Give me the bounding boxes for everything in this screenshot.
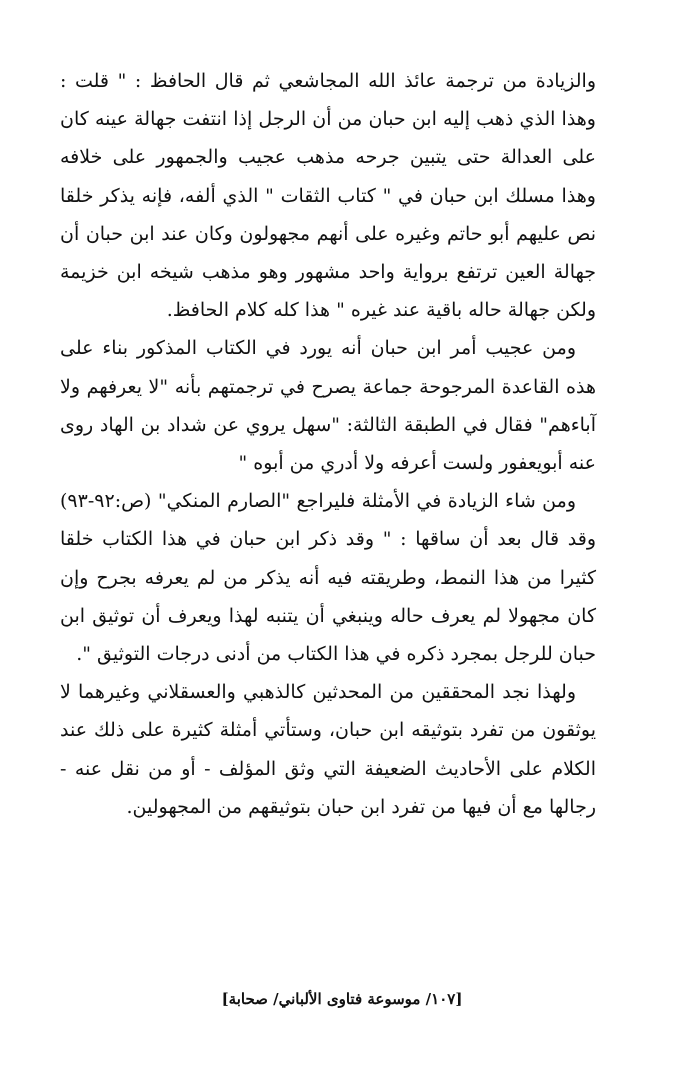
document-body (60, 62, 596, 826)
paragraph-3: ومن شاء الزيادة في الأمثلة فليراجع "الصارم المنكي" (ص:٩٢-٩٣) وقد قال بعد أن ساقها : " وقد ذكر ابن حبان في هذا الكتاب خلقا كثيرا من هذا النمط، وطريقته فيه أنه يذكر من لم يعرفه بجرح وإن كان مجهولا لم يعرف حاله وينبغي أن يتنبه لهذا ويعرف أن توثيق ابن حبان للرجل بمجرد ذكره في هذا الكتاب من أدنى درجات التوثيق ". (60, 490, 596, 666)
page-footer: [١٠٧/ موسوعة فتاوى الألباني/ صحابة] (221, 990, 463, 1008)
paragraph-1: والزيادة من ترجمة عائذ الله المجاشعي ثم قال الحافظ : " قلت : وهذا الذي ذهب إليه ابن حبان من أن الرجل إذا انتفت جهالة عينه كان على العدالة حتى يتبين جرحه مذهب عجيب والجمهور على خلافه وهذا مسلك ابن حبان في " كتاب الثقات " الذي ألفه، فإنه يذكر خلقا نص عليهم أبو حاتم وغيره على أنهم مجهولون وكان عند ابن حبان أن جهالة العين ترتفع برواية واحد مشهور وهو مذهب شيخه ابن خزيمة ولكن جهالة حاله باقية عند غيره " هذا كله كلام الحافظ. (60, 70, 596, 322)
paragraph-2: ومن عجيب أمر ابن حبان أنه يورد في الكتاب المذكور بناء على هذه القاعدة المرجوحة جماعة يصرح في ترجمتهم بأنه "لا يعرفهم ولا آباءهم" فقال في الطبقة الثالثة: "سهل يروي عن شداد بن الهاد روى عنه أبويعفور ولست أعرفه ولا أدري من أبوه " (60, 337, 596, 475)
paragraph-4: ولهذا نجد المحققين من المحدثين كالذهبي والعسقلاني وغيرهما لا يوثقون من تفرد بتوثيقه ابن حبان، وستأتي أمثلة كثيرة على ذلك عند الكلام على الأحاديث الضعيفة التي وثق المؤلف - أو من نقل عنه - رجالها مع أن فيها من تفرد ابن حبان بتوثيقهم من المجهولين. (60, 681, 596, 818)
